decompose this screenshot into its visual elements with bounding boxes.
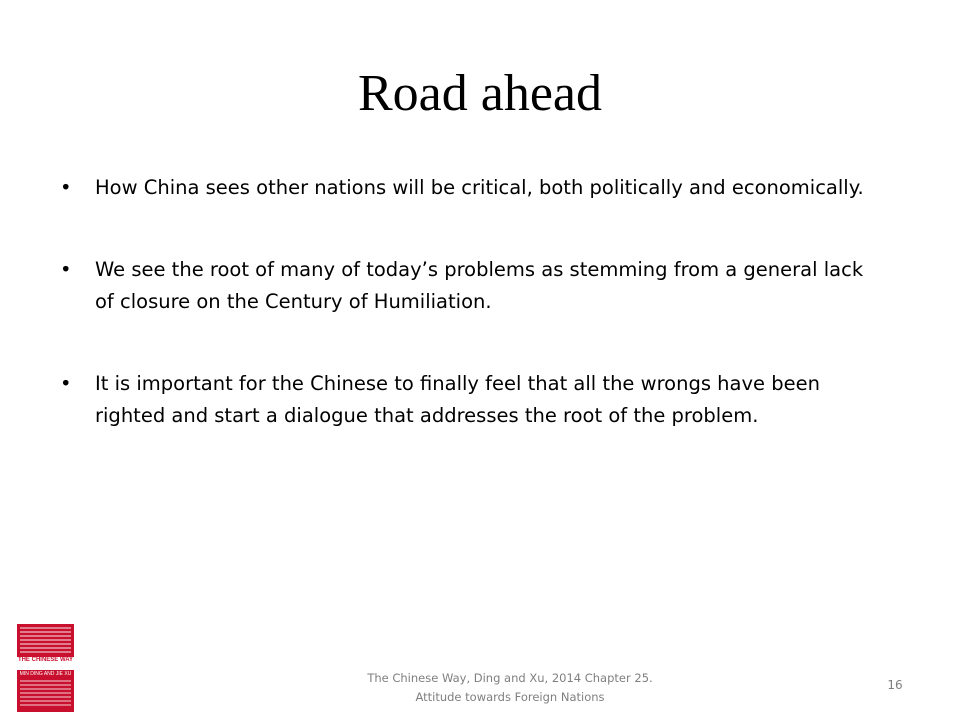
bullet-item [60,172,880,204]
cover-word-pattern [20,680,71,708]
footer-line: The Chinese Way, Ding and Xu, 2014 Chapter 25. [367,671,653,685]
bullet-list [60,172,880,482]
bullet-text: How China sees other nations will be critical, both politically and economically. [95,176,864,199]
bullet-icon: • [60,176,72,199]
page-number: 16 [887,678,903,692]
bullet-text: It is important for the Chinese to finally feel that all the wrongs have been righted and start a dialogue that addresses the root of the problem. [95,372,820,427]
book-cover-image [17,624,74,712]
bullet-item [60,368,880,432]
slide-footer [330,669,690,707]
bullet-item [60,254,880,318]
book-cover-authors: MIN DING AND JIE XU [19,671,72,677]
bullet-icon: • [60,372,72,395]
bullet-text: We see the root of many of today’s problems as stemming from a general lack of closure on the Century of Humiliation. [95,258,864,313]
slide-title: Road ahead [357,65,602,122]
footer-line: Attitude towards Foreign Nations [415,690,605,704]
cover-word-pattern [20,627,71,655]
bullet-icon: • [60,258,72,281]
book-cover-title: THE CHINESE WAY [17,657,74,670]
